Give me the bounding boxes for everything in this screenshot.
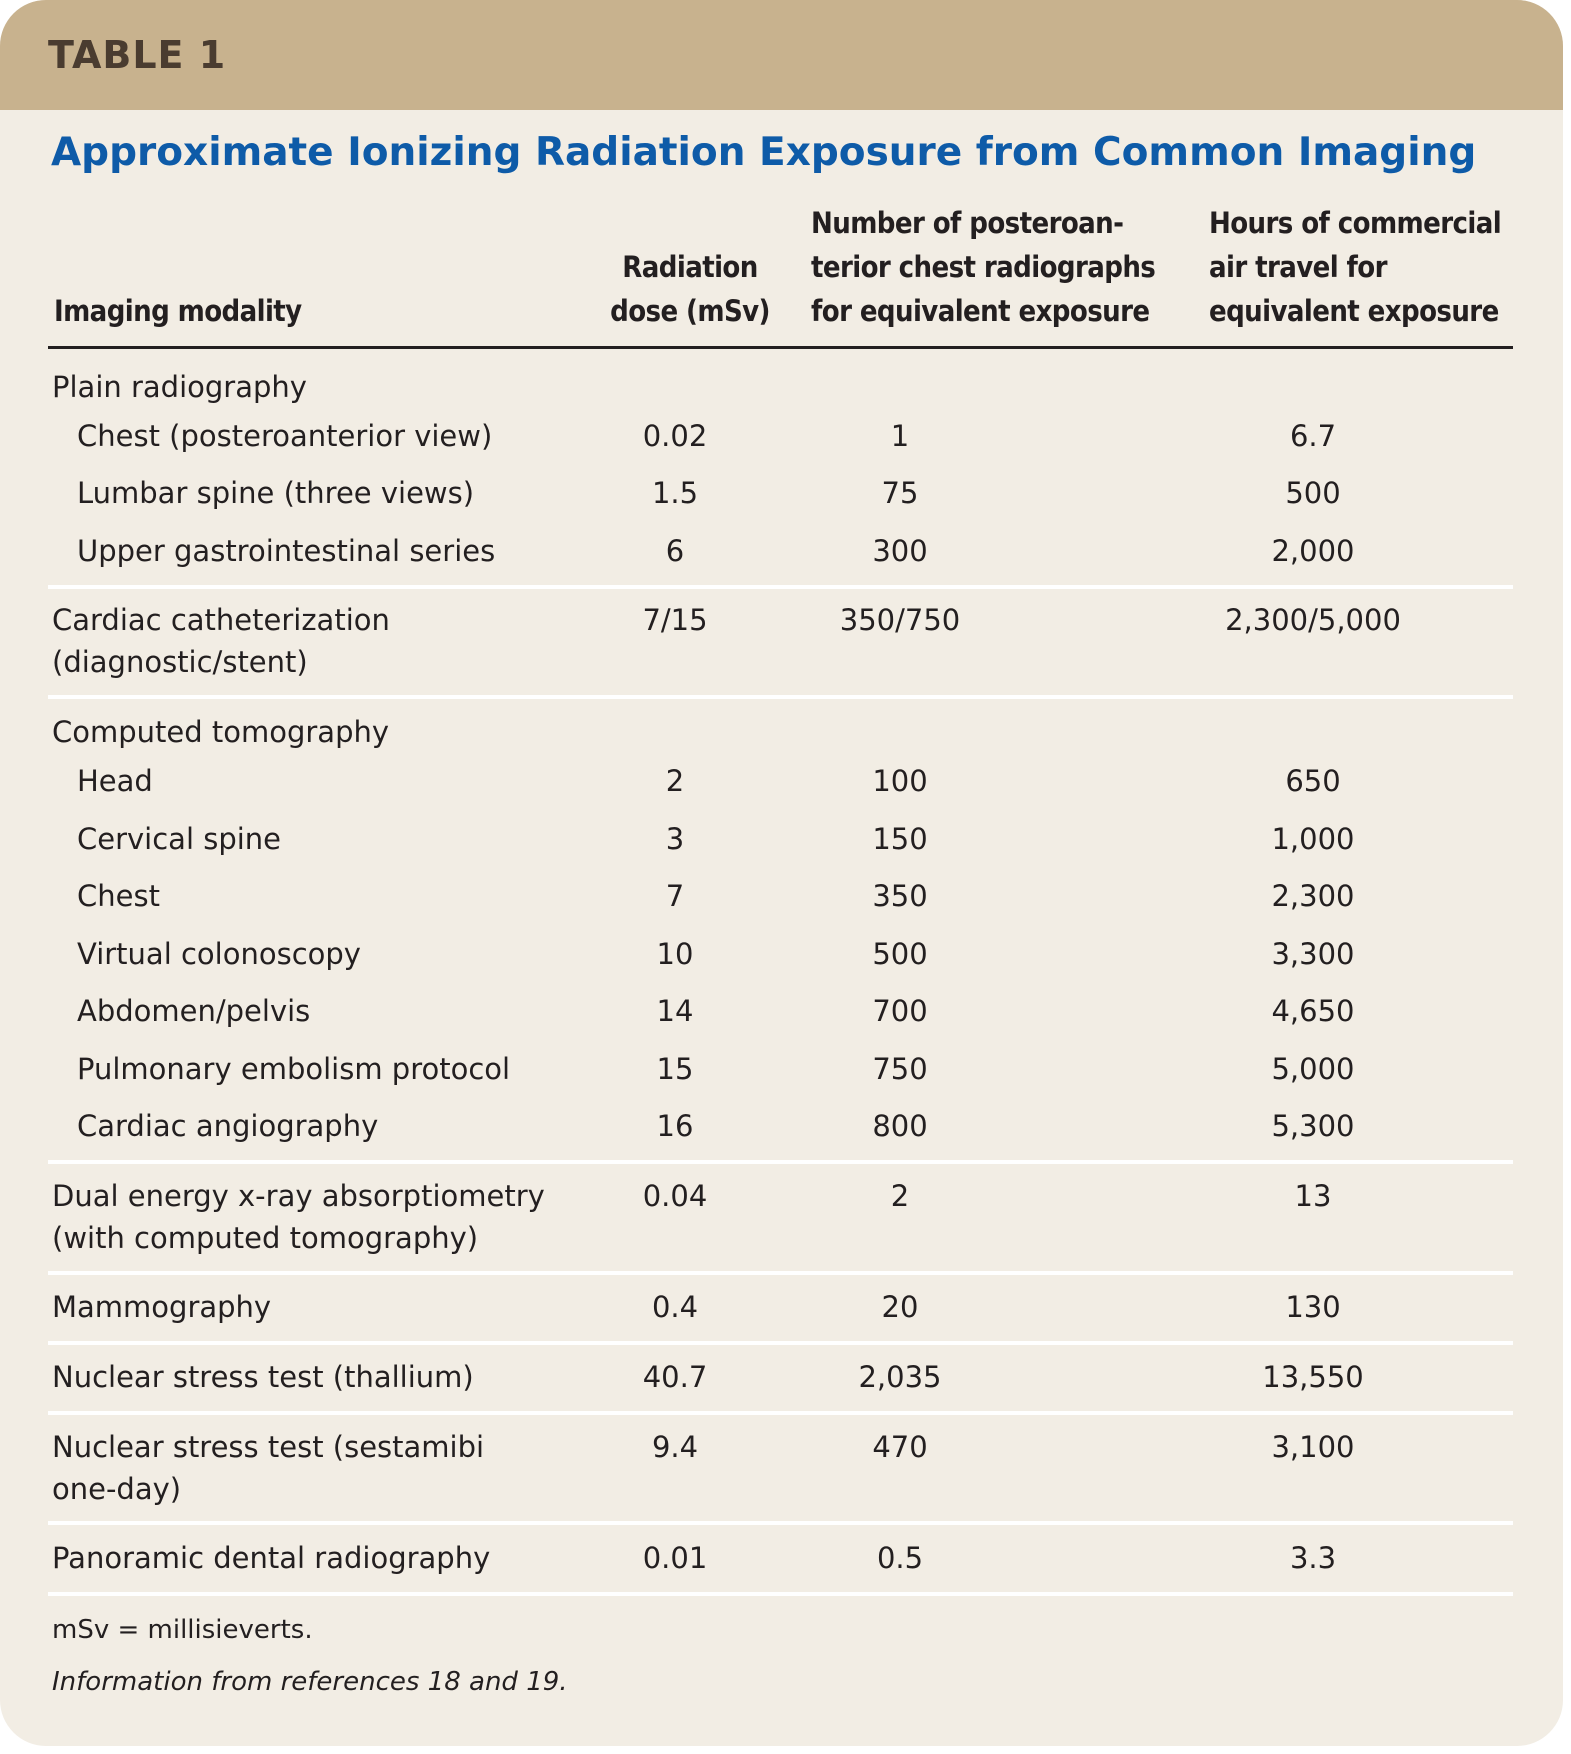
row-divider <box>48 1411 1513 1415</box>
cell-air-travel: 3.3 <box>1289 1541 1337 1575</box>
column-header-radiographs <box>811 201 1155 333</box>
row-label: Nuclear stress test (thallium) <box>52 1360 474 1394</box>
row-divider <box>48 1341 1513 1345</box>
row-label: Abdomen/pelvis <box>77 994 311 1028</box>
cell-radiographs: 100 <box>872 764 928 798</box>
cell-air-travel: 500 <box>1285 476 1341 510</box>
cell-radiographs: 800 <box>872 1109 928 1143</box>
row-label-continued: (with computed tomography) <box>52 1221 479 1255</box>
cell-dose: 0.01 <box>642 1541 708 1575</box>
table-title: Approximate Ionizing Radiation Exposure from Common Imaging <box>51 130 1477 175</box>
column-header-line: equivalent exposure <box>1209 294 1499 328</box>
cell-dose: 10 <box>656 937 694 971</box>
cell-dose: 0.4 <box>651 1290 699 1324</box>
cell-air-travel: 4,650 <box>1271 994 1355 1028</box>
cell-air-travel: 3,100 <box>1271 1430 1355 1464</box>
cell-dose: 14 <box>656 994 694 1028</box>
column-header-dose <box>600 245 780 333</box>
row-label: Lumbar spine (three views) <box>77 476 475 510</box>
cell-radiographs: 300 <box>872 534 928 568</box>
row-label: Panoramic dental radiography <box>52 1541 491 1575</box>
row-label: Nuclear stress test (sestamibi <box>52 1430 485 1464</box>
source-note: Information from references 18 and 19. <box>52 1667 568 1697</box>
footnote: mSv = millisieverts. <box>52 1615 313 1645</box>
row-label: Upper gastrointestinal series <box>77 534 496 568</box>
row-label: Cervical spine <box>77 822 282 856</box>
cell-air-travel: 6.7 <box>1289 419 1337 453</box>
cell-air-travel: 2,000 <box>1271 534 1355 568</box>
row-divider <box>48 1160 1513 1164</box>
column-header-line: Hours of commercial <box>1209 206 1502 240</box>
cell-dose: 7/15 <box>642 603 708 637</box>
row-label-continued: (diagnostic/stent) <box>52 645 308 679</box>
cell-dose: 2 <box>665 764 685 798</box>
row-label: Chest (posteroanterior view) <box>77 419 493 453</box>
cell-dose: 9.4 <box>651 1430 699 1464</box>
column-header-line: dose (mSv) <box>610 294 770 328</box>
cell-radiographs: 500 <box>872 937 928 971</box>
row-label: Cardiac catheterization <box>52 603 390 637</box>
cell-radiographs: 20 <box>881 1290 919 1324</box>
cell-air-travel: 3,300 <box>1271 937 1355 971</box>
column-header-line: Radiation <box>622 250 758 284</box>
cell-radiographs: 2 <box>890 1179 910 1213</box>
cell-air-travel: 13,550 <box>1262 1360 1364 1394</box>
column-header-line: terior chest radiographs <box>811 250 1156 284</box>
cell-air-travel: 650 <box>1285 764 1341 798</box>
cell-air-travel: 2,300/5,000 <box>1225 603 1401 637</box>
cell-air-travel: 2,300 <box>1271 879 1355 913</box>
group-label: Computed tomography <box>52 715 390 749</box>
row-divider <box>48 1521 1513 1525</box>
row-divider <box>48 695 1513 699</box>
row-label-continued: one-day) <box>52 1472 182 1506</box>
row-divider <box>48 1592 1513 1596</box>
column-header-line: Number of posteroan- <box>811 206 1124 240</box>
cell-radiographs: 470 <box>872 1430 928 1464</box>
row-divider <box>48 1271 1513 1275</box>
cell-radiographs: 2,035 <box>858 1360 942 1394</box>
cell-dose: 6 <box>665 534 685 568</box>
group-label: Plain radiography <box>52 370 307 404</box>
table-header-bar <box>0 0 1563 110</box>
table-label: TABLE 1 <box>48 33 227 77</box>
cell-dose: 40.7 <box>642 1360 708 1394</box>
cell-dose: 1.5 <box>651 476 699 510</box>
cell-radiographs: 350/750 <box>839 603 961 637</box>
cell-radiographs: 1 <box>890 419 910 453</box>
cell-dose: 7 <box>665 879 685 913</box>
column-header-modality <box>54 289 302 333</box>
cell-radiographs: 150 <box>872 822 928 856</box>
cell-radiographs: 75 <box>881 476 919 510</box>
cell-air-travel: 13 <box>1294 1179 1332 1213</box>
cell-radiographs: 700 <box>872 994 928 1028</box>
cell-air-travel: 130 <box>1285 1290 1341 1324</box>
row-label: Mammography <box>52 1290 272 1324</box>
column-header-air-travel <box>1209 201 1501 333</box>
column-header-line: for equivalent exposure <box>811 294 1150 328</box>
row-label: Chest <box>77 879 160 913</box>
cell-air-travel: 5,000 <box>1271 1052 1355 1086</box>
row-label: Virtual colonoscopy <box>77 937 361 971</box>
header-rule <box>48 346 1513 349</box>
row-label: Pulmonary embolism protocol <box>77 1052 511 1086</box>
cell-air-travel: 1,000 <box>1271 822 1355 856</box>
cell-radiographs: 750 <box>872 1052 928 1086</box>
cell-radiographs: 350 <box>872 879 928 913</box>
row-label: Head <box>77 764 153 798</box>
cell-radiographs: 0.5 <box>876 1541 924 1575</box>
cell-dose: 15 <box>656 1052 694 1086</box>
cell-dose: 3 <box>665 822 685 856</box>
cell-dose: 16 <box>656 1109 694 1143</box>
cell-dose: 0.02 <box>642 419 708 453</box>
cell-air-travel: 5,300 <box>1271 1109 1355 1143</box>
column-header-line: Imaging modality <box>54 294 302 328</box>
column-header-line: air travel for <box>1209 250 1387 284</box>
row-label: Cardiac angiography <box>77 1109 379 1143</box>
cell-dose: 0.04 <box>642 1179 708 1213</box>
row-divider <box>48 585 1513 589</box>
row-label: Dual energy x-ray absorptiometry <box>52 1179 545 1213</box>
